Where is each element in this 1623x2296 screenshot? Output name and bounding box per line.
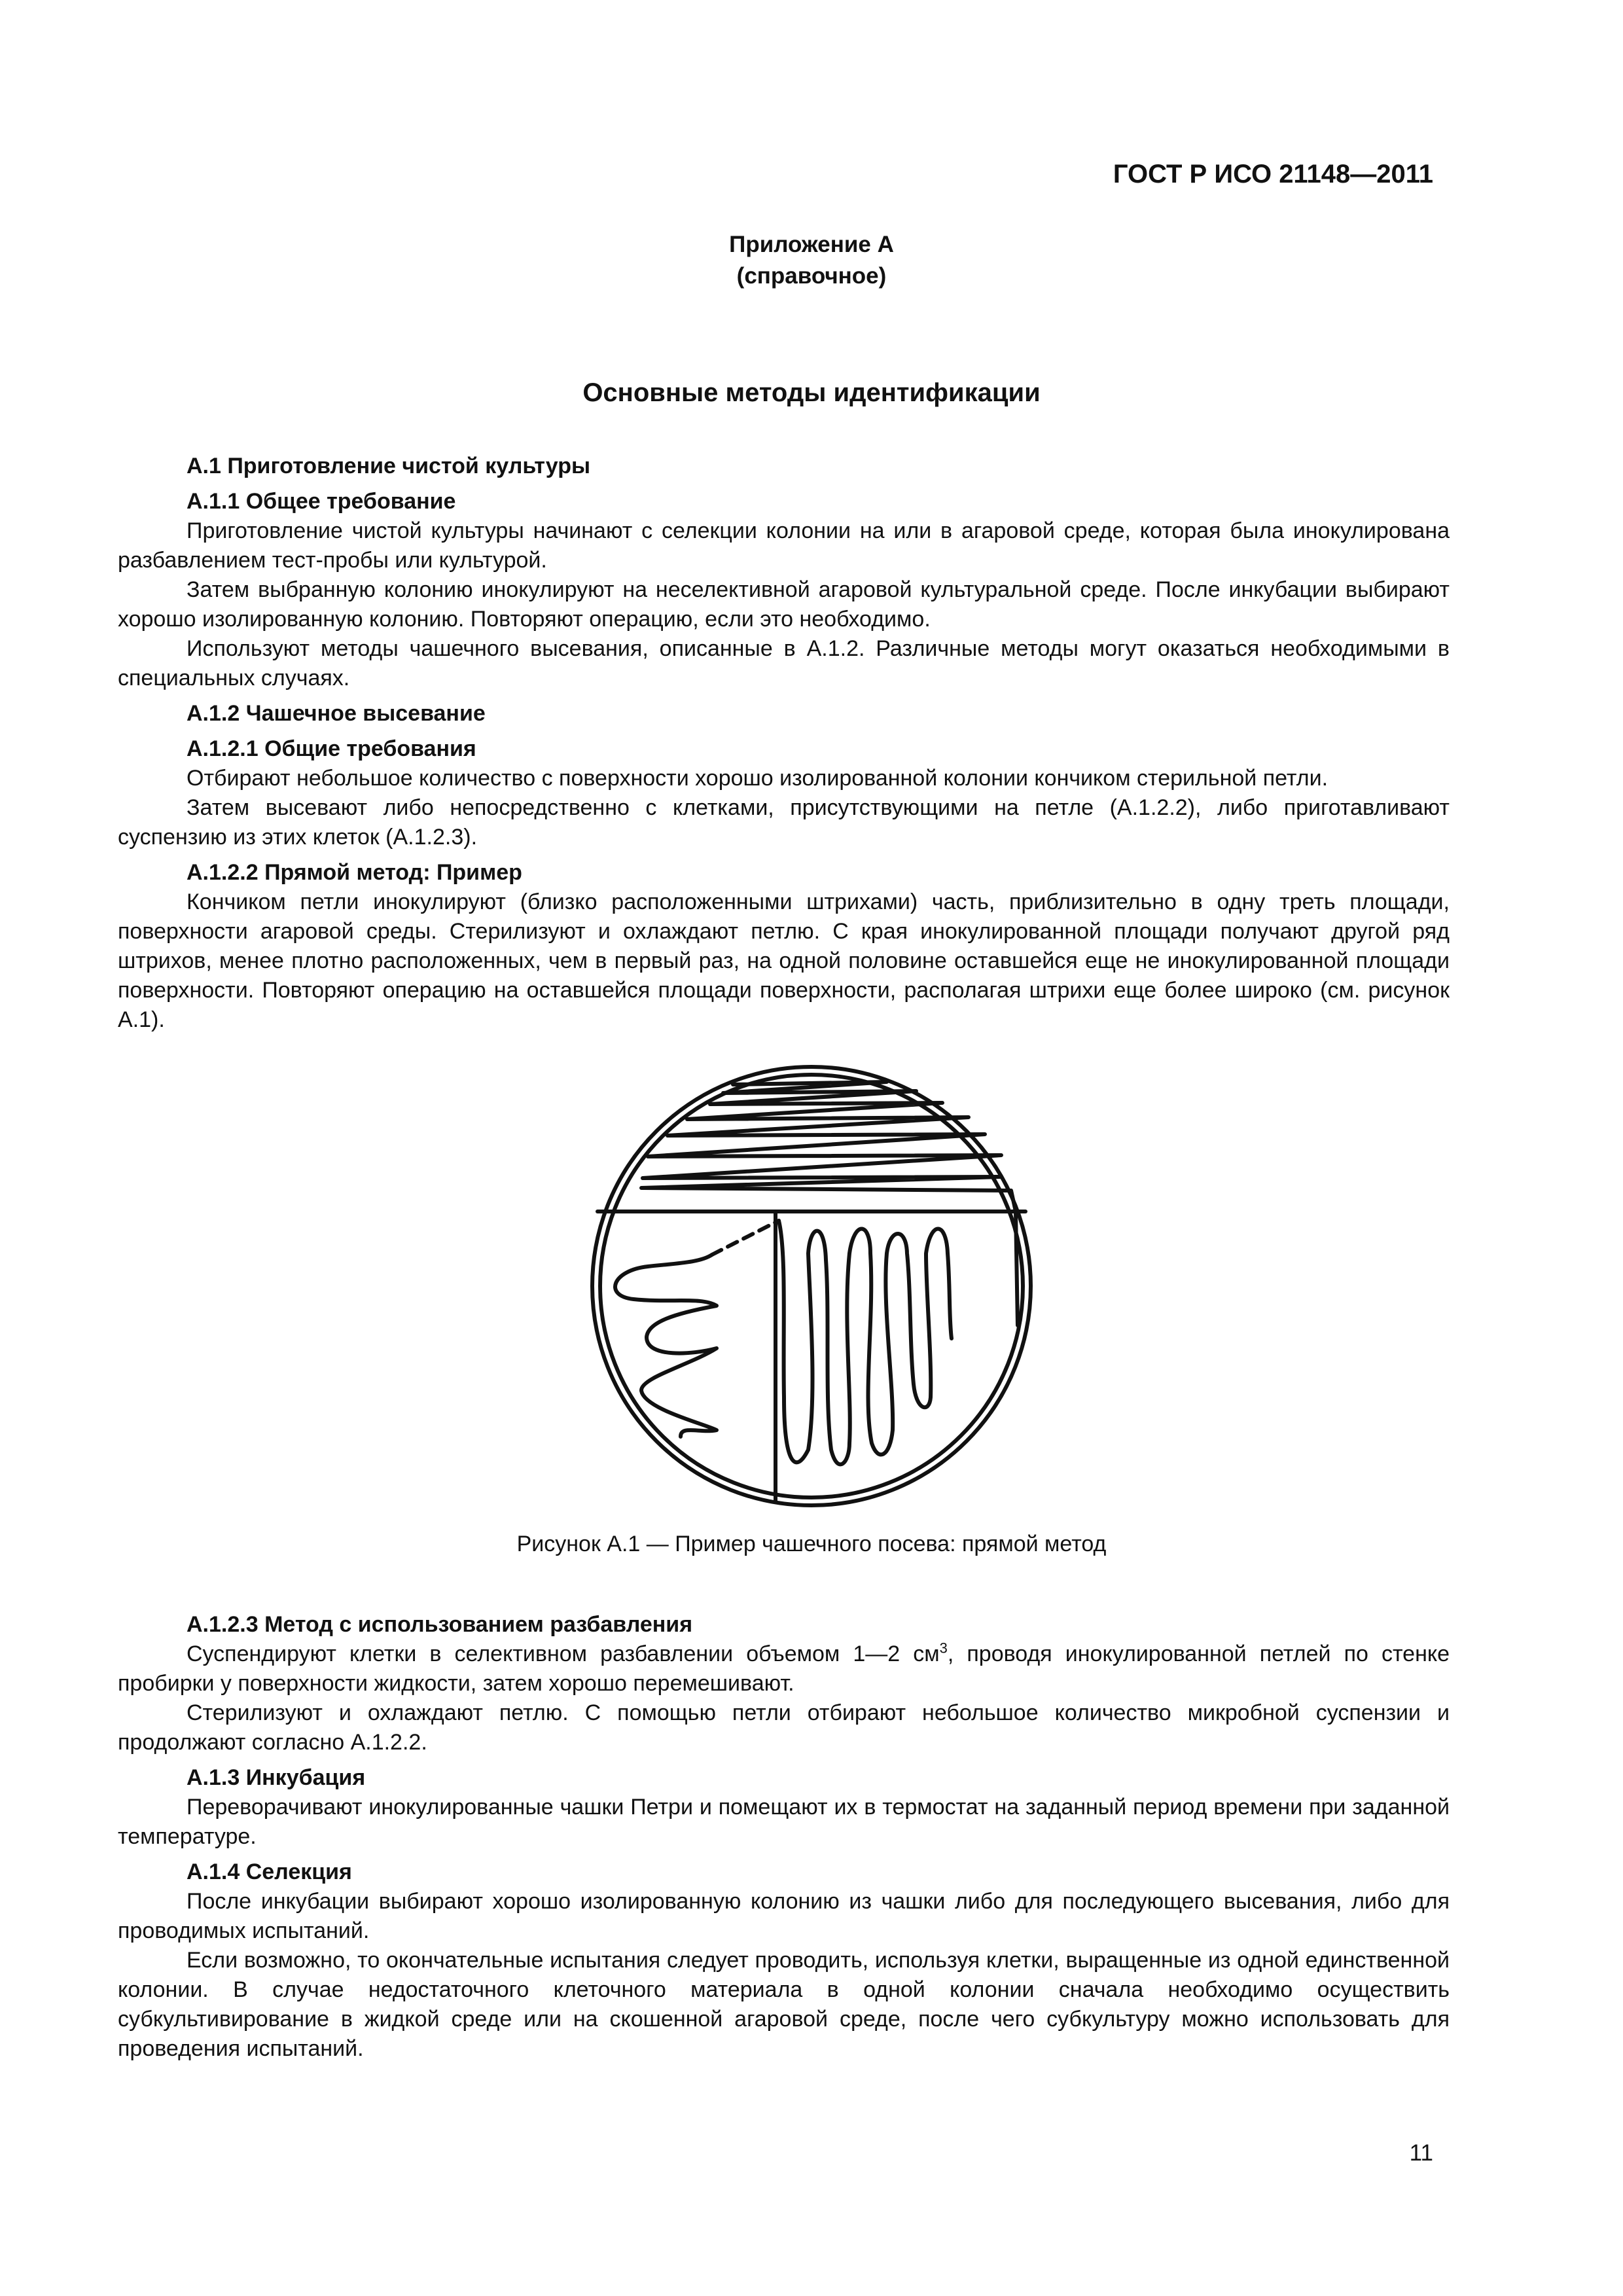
section-heading-a1-2-2: А.1.2.2 Прямой метод: Пример	[187, 860, 522, 885]
paragraph: После инкубации выбирают хорошо изолированную колонию из чашки либо для последующего высевания, либо для проводимых испытаний.	[118, 1889, 1450, 1943]
appendix-subtitle: (справочное)	[736, 263, 887, 289]
section-heading-a1-2: А.1.2 Чашечное высевание	[187, 701, 486, 726]
page-number: 11	[1409, 2140, 1433, 2166]
paragraph: Затем выбранную колонию инокулируют на неселективной агаровой культуральной среде. После инкубации выбирают хорошо изолированную колонию. Повторяют операцию, если это необходимо.	[118, 577, 1450, 632]
paragraph: Затем высевают либо непосредственно с клетками, присутствующими на петле (А.1.2.2), либо приготавливают суспензию из этих клеток (А.1.2.3).	[118, 795, 1450, 850]
appendix-heading	[0, 229, 1623, 292]
paragraph-part: Суспендируют клетки в селективном разбавлении объемом 1—2 см	[187, 1641, 940, 1666]
section-heading-a1-2-3: А.1.2.3 Метод с использованием разбавления	[187, 1612, 693, 1637]
body-text-upper	[118, 452, 1450, 1035]
paragraph: Если возможно, то окончательные испытания следует проводить, используя клетки, выращенные из одной единственной колонии. В случае недостаточного клеточного материала в одной колонии сначала необходимо осуществить субкультивирование в жидкой среде или на скошенной агаровой среде, после чего субкультуру можно использовать для проведения испытаний.	[118, 1948, 1450, 2061]
petri-dish-streak-figure	[550, 1057, 1073, 1515]
paragraph: Приготовление чистой культуры начинают с селекции колонии на или в агаровой среде, которая была инокулирована разбавлением тест-пробы или культурой.	[118, 518, 1450, 573]
section-heading-a1-3: А.1.3 Инкубация	[187, 1765, 366, 1790]
paragraph-part: , проводя инокулированной петлей по стенке пробирки у поверхности жидкости, затем хорошо перемешивают.	[118, 1641, 1450, 1696]
section-heading-a1-4: А.1.4 Селекция	[187, 1859, 352, 1884]
section-heading-a1-2-1: А.1.2.1 Общие требования	[187, 736, 476, 761]
superscript: 3	[939, 1640, 948, 1657]
paragraph: Кончиком петли инокулируют (близко расположенными штрихами) часть, приблизительно в одну треть площади, поверхности агаровой среды. Стерилизуют и охлаждают петлю. С края инокулированной площади получают другой ряд штрихов, менее плотно расположенных, чем в первый раз, на одной половине оставшейся еще не инокулированной площади поверхности. Повторяют операцию на оставшейся площади поверхности, располагая штрихи еще более широко (см. рисунок А.1).	[118, 889, 1450, 1032]
dense-streak-zone	[641, 1082, 1018, 1325]
paragraph	[118, 1640, 1450, 1698]
paragraph: Стерилизуют и охлаждают петлю. С помощью петли отбирают небольшое количество микробной суспензии и продолжают согласно А.1.2.2.	[118, 1700, 1450, 1755]
right-streak-zone	[779, 1221, 952, 1464]
body-text-lower	[118, 1610, 1450, 2064]
figure-caption: Рисунок А.1 — Пример чашечного посева: прямой метод	[516, 1532, 1107, 1556]
document-standard-header: ГОСТ Р ИСО 21148—2011	[1113, 160, 1433, 188]
dashed-transfer-line	[712, 1221, 779, 1255]
appendix-title: Приложение А	[729, 232, 894, 257]
main-title: Основные методы идентификации	[582, 378, 1041, 407]
paragraph: Переворачивают инокулированные чашки Петри и помещают их в термостат на заданный период времени при заданной температуре.	[118, 1795, 1450, 1849]
section-heading-a1: А.1 Приготовление чистой культуры	[187, 454, 590, 478]
section-heading-a1-1: А.1.1 Общее требование	[187, 489, 456, 514]
paragraph: Отбирают небольшое количество с поверхности хорошо изолированной колонии кончиком стерильной петли.	[187, 766, 1329, 791]
paragraph: Используют методы чашечного высевания, описанные в А.1.2. Различные методы могут оказаться необходимыми в специальных случаях.	[118, 636, 1450, 691]
